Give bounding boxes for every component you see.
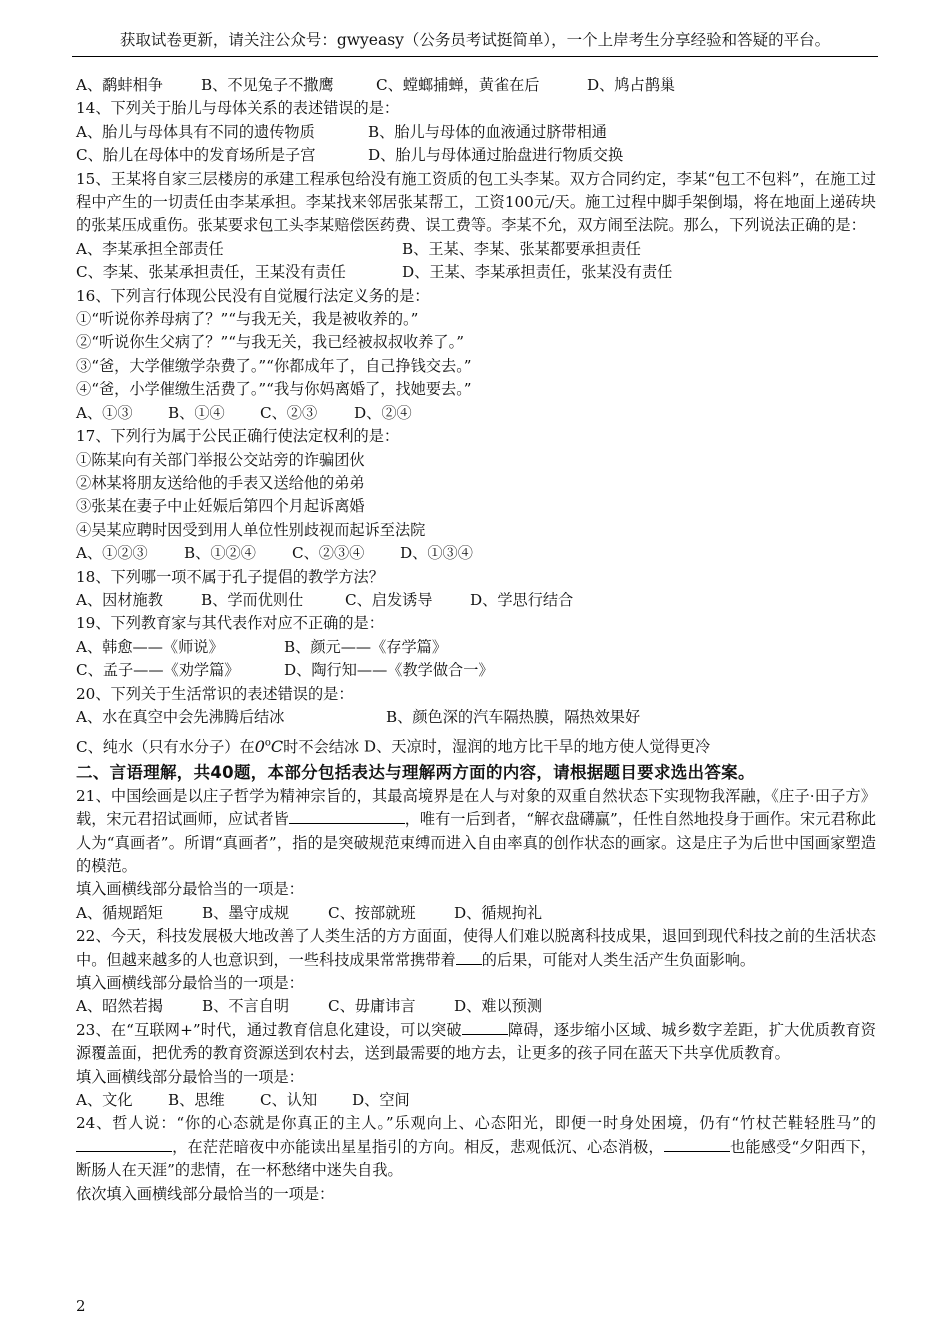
q15-options-row2 [76,261,876,284]
q16-option-b: B、①④ [168,403,225,422]
q24-blank-1 [76,1136,172,1152]
q15-option-b: B、王某、李某、张某都要承担责任 [402,239,641,258]
section-2-heading: 二、言语理解，共40题，本部分包括表达与理解两方面的内容，请根据题目要求选出答案。 [76,762,755,782]
q23-stem [76,1019,876,1066]
q23-ask: 填入画横线部分最恰当的一项是： [76,1067,304,1086]
q18-stem: 18、下列哪一项不属于孔子提倡的教学方法？ [76,567,384,586]
q20-stem: 20、下列关于生活常识的表述错误的是： [76,684,354,703]
q14-option-a: A、胎儿与母体具有不同的遗传物质 [76,122,315,141]
q22-blank [456,949,482,965]
q22-option-b: B、不言自明 [202,997,290,1016]
q23-option-c: C、认知 [260,1090,318,1109]
q21-ask: 填入画横线部分最恰当的一项是： [76,880,304,899]
q17-option-d: D、①③④ [400,544,473,563]
page-header: 获取试卷更新，请关注公众号：gwyeasy（公务员考试挺简单），一个上岸考生分享经验和答疑的平台。 [72,28,878,57]
q18-option-c: C、启发诱导 [345,590,433,609]
q21-option-c: C、按部就班 [328,903,416,922]
q22-option-d: D、难以预测 [454,997,543,1016]
q20-math-unit: C [270,736,284,756]
q21-option-d: D、循规拘礼 [454,903,543,922]
q24-stem-text: 24、哲人说：“你的心态就是你真正的主人。”乐观向上、心态阳光，即便一时身处困境，仍有“竹杖芒鞋轻胜马”的 [76,1114,876,1133]
q18-option-b: B、学而优则仕 [201,590,304,609]
q14-option-d: D、胎儿与母体通过胎盘进行物质交换 [368,146,624,165]
q13-option-d: D、鸠占鹊巢 [587,76,676,94]
q22-option-c: C、毋庸讳言 [328,997,416,1016]
q23-blank [462,1019,508,1035]
q24-stem-mid: ，在茫茫暗夜中亦能读出星星指引的方向。相反，悲观低沉、心态消极， [172,1137,664,1156]
q17-option-b: B、①②④ [184,544,256,563]
zero-degrees-celsius [255,737,283,756]
q22-options [76,995,876,1018]
q22-stem-text: 22、今天，科技发展极大地改善了人类生活的方方面面，使得人们难以脱离科技成果，退回到现代科技之前的生活状态中。但越来越多的人也意识到，一些科技成果常常携带着 [76,927,876,969]
q16-item-1: ①“听说你养母病了？”“与我无关，我是被收养的。” [76,310,419,329]
q16-stem: 16、下列言行体现公民没有自觉履行法定义务的是： [76,286,430,305]
q22-ask: 填入画横线部分最恰当的一项是： [76,973,304,992]
q19-option-d: D、陶行知——《教学做合一》 [284,661,494,680]
q19-option-a: A、韩愈——《师说》 [76,637,224,656]
q14-stem: 14、下列关于胎儿与母体关系的表述错误的是： [76,99,400,118]
q23-stem-tail: 障碍，逐步缩小区域、城乡数字差距，扩大优质教育资源覆盖面，把优秀的教育资源送到农村去，送到最需要的地方去，让更多的孩子同在蓝天下共享优质教育。 [76,1020,876,1063]
q18-option-d: D、学思行结合 [470,590,574,609]
q24-stem [76,1112,876,1182]
q13-option-b: B、不见兔子不撒鹰 [201,76,334,94]
q14-options-row2 [76,144,876,167]
q23-options [76,1089,876,1112]
q21-stem-text: 21、中国绘画是以庄子哲学为精神宗旨的，其最高境界是在人与对象的双重自然状态下实现物我浑融，《庄子·田子方》载，宋元君招试画师，应试者皆 [76,786,876,829]
q21-stem [76,785,876,879]
q17-option-a: A、①②③ [76,544,148,563]
q17-stem: 17、下列行为属于公民正确行使法定权利的是： [76,427,400,446]
q21-option-a: A、循规蹈矩 [76,903,163,922]
q19-option-b: B、颜元——《存学篇》 [284,637,448,656]
q19-stem: 19、下列教育家与其代表作对应不正确的是： [76,614,384,633]
q15-option-c: C、李某、张某承担责任，王某没有责任 [76,263,346,282]
q20-options-row2 [76,729,876,760]
q20-option-c-tail: 时不会结冰 [283,737,360,756]
q17-item-2: ②林某将朋友送给他的手表又送给他的弟弟 [76,473,365,492]
q21-blank [289,808,405,824]
q20-option-b: B、颜色深的汽车隔热膜，隔热效果好 [386,707,641,726]
q20-options-row1 [76,706,876,729]
q13-option-a: A、鹬蚌相争 [76,76,163,94]
q16-item-3: ③“爸，大学催缴学杂费了。”“你都成年了，自己挣钱交去。” [76,356,472,375]
q21-options [76,902,876,925]
q15-option-a: A、李某承担全部责任 [76,239,224,258]
q20-math-degree: o [264,737,271,749]
q20-option-a: A、水在真空中会先沸腾后结冰 [76,707,285,726]
q22-option-a: A、昭然若揭 [76,997,163,1016]
q15-stem: 15、王某将自家三层楼房的承建工程承包给没有施工资质的包工头李某。双方合同约定，李某“包工不包料”，在施工过程中产生的一切责任由李某承担。李某找来邻居张某帮工，工资100元/天。施工过程中脚手架倒塌，将在地面上递砖块的张某压成重伤。张某要求包工头李某赔偿医药费、误工费等。李某不允，双方闹至法院。那么，下列说法正确的是： [76,169,876,235]
q15-option-d: D、王某、李某承担责任，张某没有责任 [402,263,673,282]
q16-item-4: ④“爸，小学催缴生活费了。”“我与你妈离婚了，找她要去。” [76,380,472,399]
q18-option-a: A、因材施教 [76,590,163,609]
q14-option-b: B、胎儿与母体的血液通过脐带相通 [368,122,607,141]
q15-options-row1 [76,238,876,261]
q19-option-c: C、孟子——《劝学篇》 [76,661,240,680]
q16-option-d: D、②④ [354,403,412,422]
q24-stem-tail: 也能感受“夕阳西下，断肠人在天涯”的悲情，在一杯愁绪中迷失自我。 [76,1137,877,1180]
q19-options-row2 [76,659,876,682]
q18-options [76,589,876,612]
q17-item-1: ①陈某向有关部门举报公交站旁的诈骗团伙 [76,450,365,469]
q21-stem-tail: ，唯有一后到者，“解衣盘礴赢”，任性自然地投身于画作。宋元君称此人为“真画者”。所谓“真画者”，指的是突破规范束缚而进入自由率真的创作状态的画家。这是庄子为后世中国画家塑造的模范。 [76,810,877,875]
q17-option-c: C、②③④ [292,544,365,563]
q20-option-c [76,738,359,756]
q22-stem [76,925,876,972]
q24-ask: 依次填入画横线部分最恰当的一项是： [76,1184,335,1203]
q16-option-c: C、②③ [260,403,318,422]
q19-options-row1 [76,636,876,659]
q22-stem-tail: 的后果，可能对人类生活产生负面影响。 [481,950,756,969]
q20-option-d: D、天凉时，湿润的地方比干旱的地方使人觉得更冷 [363,737,711,756]
q16-options [76,402,876,425]
q20-option-c-text: C、纯水（只有水分子）在 [76,737,255,756]
q16-item-2: ②“听说你生父病了？”“与我无关，我已经被叔叔收养了。” [76,333,464,352]
q14-option-c: C、胎儿在母体中的发育场所是子宫 [76,146,316,165]
q17-item-3: ③张某在妻子中止妊娠后第四个月起诉离婚 [76,497,365,516]
q23-stem-text: 23、在“互联网+”时代，通过教育信息化建设，可以突破 [76,1020,462,1039]
q24-blank-2 [664,1136,730,1152]
q14-options-row1 [76,121,876,144]
q17-item-4: ④吴某应聘时因受到用人单位性别歧视而起诉至法院 [76,520,426,539]
q16-option-a: A、①③ [76,403,133,422]
q23-option-a: A、文化 [76,1090,133,1109]
q23-option-b: B、思维 [168,1090,225,1109]
q20-math-zero: 0 [254,736,265,756]
q23-option-d: D、空间 [352,1090,410,1109]
page-content [76,74,876,1206]
q21-option-b: B、墨守成规 [202,903,290,922]
q13-option-c: C、螳螂捕蝉，黄雀在后 [376,76,540,94]
q13-options [76,74,876,97]
q17-options [76,542,876,565]
page-number: 2 [76,1297,86,1315]
